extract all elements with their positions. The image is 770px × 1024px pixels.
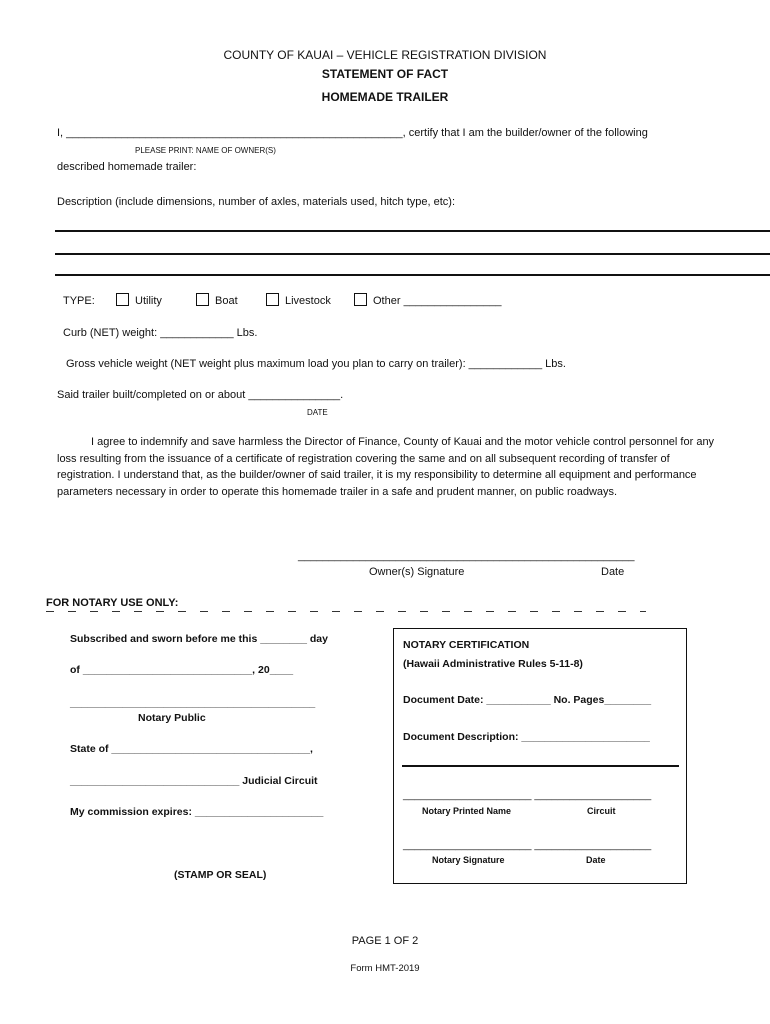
notary-certification-box [393,628,687,884]
type-option-boat[interactable] [196,293,238,307]
page-number: PAGE 1 OF 2 [351,935,419,947]
notary-public-label: Notary Public [138,712,206,724]
type-option-livestock[interactable] [266,293,331,307]
livestock-checkbox[interactable] [266,293,279,306]
owner-line-suffix: described homemade trailer: [57,161,197,173]
notary-divider [46,611,646,612]
built-date-field[interactable]: Said trailer built/completed on or about _______________. [57,389,344,401]
type-option-utility[interactable] [116,293,162,307]
notary-date-label: Date [586,855,606,865]
description-line-3[interactable] [55,274,770,276]
owner-signature-line[interactable]: _______________________________________________________ [298,550,635,562]
description-line-1[interactable] [55,230,770,232]
document-title: STATEMENT OF FACT [321,67,449,81]
built-date-caption: DATE [307,408,328,417]
utility-label: Utility [135,295,162,307]
state-line[interactable]: State of __________________________________, [70,743,313,755]
document-subtitle: HOMEMADE TRAILER [321,90,449,104]
type-option-other[interactable] [354,293,501,307]
circuit-label: Circuit [587,806,616,816]
livestock-label: Livestock [285,295,331,307]
description-label: Description (include dimensions, number of axles, materials used, hitch type, etc): [57,196,456,208]
notary-public-line[interactable]: __________________________________________ [70,697,316,709]
sworn-line[interactable]: Subscribed and sworn before me this ________ day [70,633,328,645]
judicial-circuit-line[interactable]: _____________________________ Judicial Circuit [70,775,318,787]
document-date-field[interactable]: Document Date: ___________ No. Pages________ [403,694,652,706]
certification-title: NOTARY CERTIFICATION [403,639,530,651]
notary-heading: FOR NOTARY USE ONLY: [46,597,179,609]
description-line-2[interactable] [55,253,770,255]
agency-name: COUNTY OF KAUAI – VEHICLE REGISTRATION DIVISION [223,48,547,62]
description-rule[interactable] [402,765,679,767]
document-description-field[interactable]: Document Description: ______________________ [403,731,650,743]
type-label: TYPE: [63,295,95,307]
stamp-seal-label: (STAMP OR SEAL) [174,869,267,881]
commission-expires-line[interactable]: My commission expires: ______________________ [70,806,324,818]
gross-weight-field[interactable]: Gross vehicle weight (NET weight plus maximum load you plan to carry on trailer): ____________ Lbs. [66,358,566,370]
curb-weight-field[interactable]: Curb (NET) weight: ____________ Lbs. [63,327,258,339]
owner-date-label: Date [601,566,625,578]
form-number: Form HMT-2019 [350,963,420,974]
owner-signature-label: Owner(s) Signature [369,566,465,578]
boat-checkbox[interactable] [196,293,209,306]
agreement-paragraph: I agree to indemnify and save harmless the Director of Finance, County of Kauai and the motor vehicle control personnel for any loss resulting from the issuance of a certificate of registration covering the same and on all subsequent recording of transfer of registration. I understand that, as the builder/owner of said trailer, it is my responsibility to determine all equipment and performance parameters necessary in order to operate this homemade trailer in a safe and prudent manner, on public roadways. [57,436,715,498]
certification-rules: (Hawaii Administrative Rules 5-11-8) [403,658,583,670]
boat-label: Boat [215,295,238,307]
sworn-date-line[interactable]: of _____________________________, 20____ [70,664,294,676]
printed-name-line[interactable]: ______________________ ____________________ [403,789,652,801]
notary-signature-label: Notary Signature [432,855,505,865]
notary-signature-line[interactable]: ______________________ ____________________ [403,839,652,851]
owner-name-caption: PLEASE PRINT: NAME OF OWNER(S) [135,146,276,155]
owner-name-line[interactable]: I, _______________________________________________________, certify that I am the builder/owner of the following [57,127,648,139]
other-label: Other ________________ [373,295,502,307]
other-checkbox[interactable] [354,293,367,306]
utility-checkbox[interactable] [116,293,129,306]
printed-name-label: Notary Printed Name [422,806,512,816]
